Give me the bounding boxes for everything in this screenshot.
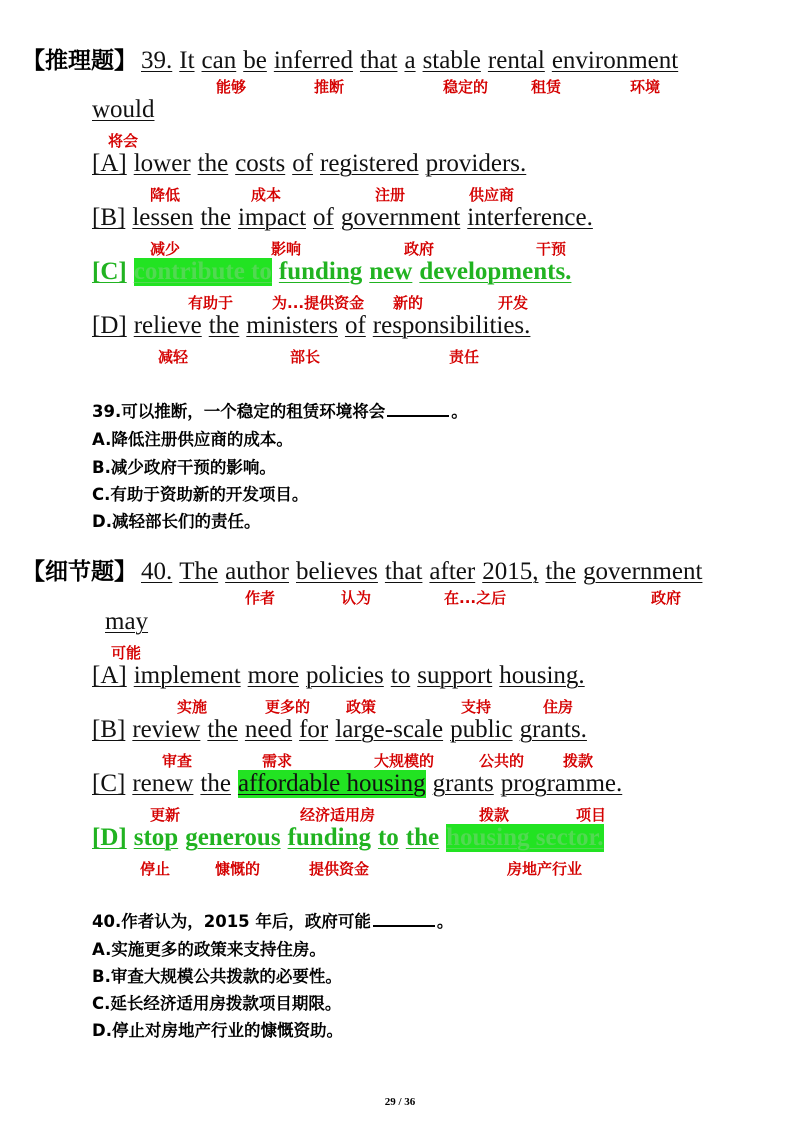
q40-option-a-gloss: 支持 — [461, 698, 492, 716]
option-word: large-scale — [335, 716, 444, 743]
q39-stem-line-2 — [92, 96, 162, 124]
current-page: 29 — [384, 1096, 396, 1108]
q40-word: 2015, — [482, 558, 539, 585]
option-word: public — [450, 716, 513, 743]
q40-option-c-gloss: 拨款 — [479, 806, 510, 824]
q39-option-b-gloss: 干预 — [536, 240, 567, 258]
q40-option-a — [92, 662, 592, 690]
q40-stem-line-2 — [105, 608, 155, 636]
q40-stem-line — [22, 553, 709, 586]
translation-text: 。 — [451, 402, 468, 421]
highlighted-phrase: affordable housing — [237, 770, 426, 797]
option-word: programme. — [500, 770, 623, 797]
q39-word: a — [404, 47, 416, 74]
q40-option-b-gloss: 需求 — [262, 752, 293, 770]
q39-word: It — [179, 47, 195, 74]
q40-translation-stem — [92, 908, 453, 932]
q39-option-c-gloss: 为...提供资金 — [272, 294, 365, 312]
option-letter: [A] — [92, 662, 127, 689]
highlighted-phrase: housing sector. — [446, 824, 604, 851]
option-word: new — [369, 258, 413, 285]
option-word: for — [299, 716, 329, 743]
option-word: ministers — [246, 312, 338, 339]
option-word: of — [313, 204, 334, 231]
translation-text: 。 — [436, 912, 454, 931]
option-word: to — [377, 824, 399, 851]
q40-option-b-gloss: 拨款 — [563, 752, 594, 770]
q40-option-b-gloss: 大规模的 — [374, 752, 435, 770]
q39-option-a-gloss: 注册 — [375, 186, 406, 204]
option-word: review — [132, 716, 201, 743]
q40-word: that — [384, 558, 423, 585]
q40-option-b-gloss: 公共的 — [479, 752, 525, 770]
q39-word: 39. — [141, 47, 173, 74]
q39-word: be — [243, 47, 267, 74]
q40-option-d-gloss: 房地产行业 — [507, 860, 583, 878]
option-word: stop — [133, 824, 179, 851]
q40-option-b-gloss: 审查 — [162, 752, 193, 770]
q39-option-a-gloss: 供应商 — [469, 186, 515, 204]
q39-stem-line — [22, 42, 685, 75]
option-word: interference. — [467, 204, 593, 231]
q39-option-b-gloss: 减少 — [150, 240, 181, 258]
q39-option-b — [92, 204, 600, 232]
option-letter: [B] — [92, 204, 126, 231]
option-word: funding — [278, 258, 363, 285]
q39-gloss: 能够 — [216, 78, 247, 96]
option-word: the — [207, 716, 238, 743]
q40-translation-c: C.延长经济适用房拨款项目期限。 — [92, 994, 342, 1013]
q40-word: the — [545, 558, 577, 585]
q39-option-b-gloss: 影响 — [271, 240, 302, 258]
q39-option-d-gloss: 部长 — [290, 348, 321, 366]
q39-gloss: 稳定的 — [443, 78, 489, 96]
option-word: housing. — [499, 662, 585, 689]
answer-blank — [373, 911, 435, 927]
option-word: of — [344, 312, 366, 339]
option-letter: [D] — [92, 312, 127, 339]
option-word: relieve — [133, 312, 202, 339]
q40-option-a-gloss: 更多的 — [265, 698, 311, 716]
q39-type-tag: 【推理题】 — [22, 48, 137, 74]
q40-option-d-gloss: 提供资金 — [309, 860, 370, 878]
q40-option-a-gloss: 政策 — [346, 698, 377, 716]
q40-option-b — [92, 716, 594, 744]
q40-option-c — [92, 770, 629, 798]
option-word: grants. — [519, 716, 587, 743]
option-word: registered — [320, 150, 419, 177]
highlighted-phrase: contribute to — [133, 258, 272, 285]
q39-option-d — [92, 312, 537, 340]
q39-option-c-gloss: 开发 — [498, 294, 529, 312]
option-letter: [C] — [92, 770, 126, 797]
page-number — [0, 1096, 800, 1108]
option-word: more — [247, 662, 300, 689]
q40-option-d-gloss: 停止 — [140, 860, 171, 878]
option-word: grants — [432, 770, 494, 797]
q40-translation-d: D.停止对房地产行业的慷慨资助。 — [92, 1021, 343, 1040]
q40-option-a-gloss: 实施 — [177, 698, 208, 716]
option-word: to — [390, 662, 411, 689]
option-word: renew — [132, 770, 194, 797]
q40-option-a-gloss: 住房 — [543, 698, 574, 716]
q40-word: may — [105, 608, 149, 635]
option-word: developments. — [419, 258, 572, 285]
option-word: lessen — [132, 204, 194, 231]
q39-option-b-gloss: 政府 — [404, 240, 435, 258]
q40-word: government — [583, 558, 703, 585]
q39-option-a-gloss: 成本 — [251, 186, 282, 204]
option-word: impact — [237, 204, 307, 231]
q39-option-c-correct — [92, 258, 578, 286]
q39-word: stable — [422, 47, 481, 74]
total-pages: 36 — [404, 1096, 416, 1108]
option-word: need — [244, 716, 293, 743]
option-word: support — [417, 662, 493, 689]
q40-word: The — [179, 558, 219, 585]
q39-translation-c: C.有助于资助新的开发项目。 — [92, 485, 309, 504]
option-word: of — [292, 150, 314, 177]
q39-gloss: 推断 — [314, 78, 345, 96]
option-word: costs — [235, 150, 286, 177]
option-letter: [C] — [92, 258, 127, 285]
q39-option-a — [92, 150, 533, 178]
q40-option-c-gloss: 项目 — [576, 806, 607, 824]
q40-gloss: 认为 — [341, 589, 372, 607]
q39-option-a-gloss: 降低 — [150, 186, 181, 204]
q39-word: would — [92, 96, 155, 123]
option-word: responsibilities. — [372, 312, 531, 339]
q39-option-d-gloss: 责任 — [449, 348, 480, 366]
q40-translation-a: A.实施更多的政策来支持住房。 — [92, 940, 326, 959]
option-word: generous — [185, 824, 281, 851]
answer-blank — [387, 401, 449, 417]
q39-word: inferred — [273, 47, 353, 74]
q39-gloss: 环境 — [630, 78, 661, 96]
option-word: funding — [287, 824, 371, 851]
q40-word: 40. — [141, 558, 173, 585]
q40-gloss: 作者 — [245, 589, 276, 607]
option-word: the — [405, 824, 440, 851]
option-letter: [B] — [92, 716, 126, 743]
option-word: the — [200, 204, 231, 231]
q40-word: after — [429, 558, 476, 585]
option-letter: [A] — [92, 150, 127, 177]
q40-gloss: 可能 — [111, 644, 142, 662]
q39-option-c-gloss: 有助于 — [188, 294, 234, 312]
q39-option-d-gloss: 减轻 — [158, 348, 189, 366]
translation-text: 39.可以推断，一个稳定的租赁环境将会 — [92, 402, 386, 421]
option-letter: [D] — [92, 824, 127, 851]
page-separator: / — [398, 1096, 402, 1108]
translation-text: 40.作者认为，2015 年后，政府可能 — [92, 912, 371, 931]
q39-word: environment — [551, 47, 679, 74]
q39-word: rental — [487, 47, 545, 74]
q39-word: that — [359, 47, 398, 74]
q40-translation-b: B.审查大规模公共拨款的必要性。 — [92, 967, 342, 986]
q40-option-c-gloss: 更新 — [150, 806, 181, 824]
option-word: providers. — [425, 150, 527, 177]
q40-gloss: 在...之后 — [444, 589, 507, 607]
option-word: the — [197, 150, 229, 177]
q39-gloss: 将会 — [108, 132, 139, 150]
q39-translation-a: A.降低注册供应商的成本。 — [92, 430, 293, 449]
q39-translation-d: D.减轻部长们的责任。 — [92, 512, 261, 531]
q40-gloss: 政府 — [651, 589, 682, 607]
option-word: lower — [133, 150, 191, 177]
q40-word: believes — [296, 558, 378, 585]
q39-word: can — [201, 47, 237, 74]
q40-option-c-gloss: 经济适用房 — [300, 806, 376, 824]
q39-option-c-gloss: 新的 — [393, 294, 424, 312]
q39-translation-b: B.减少政府干预的影响。 — [92, 458, 276, 477]
option-word: the — [208, 312, 240, 339]
q40-option-d-correct — [92, 824, 611, 852]
q39-translation-stem — [92, 398, 468, 422]
q39-gloss: 租赁 — [531, 78, 562, 96]
q40-word: author — [225, 558, 289, 585]
option-word: policies — [306, 662, 384, 689]
option-word: implement — [133, 662, 241, 689]
option-word: government — [340, 204, 461, 231]
q40-type-tag: 【细节题】 — [22, 559, 137, 585]
q40-option-d-gloss: 慷慨的 — [215, 860, 261, 878]
option-word: the — [200, 770, 231, 797]
